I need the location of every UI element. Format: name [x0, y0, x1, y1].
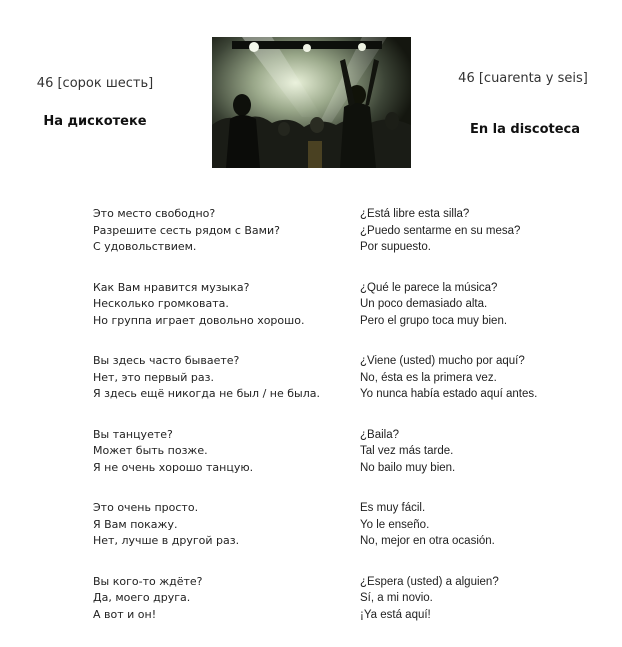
russian-phrase-line: Но группа играет довольно хорошо.: [93, 313, 305, 327]
spanish-phrase-line: ¿Baila?: [360, 428, 399, 441]
spanish-phrase-line: ¿Espera (usted) a alguien?: [360, 575, 499, 588]
disco-crowd-image: [212, 37, 411, 168]
russian-phrase-line: Я Вам покажу.: [93, 517, 178, 531]
russian-phrase-line: Я не очень хорошо танцую.: [93, 460, 254, 474]
spanish-phrase-line: Sí, a mi novio.: [360, 592, 433, 604]
spanish-phrase-line: No bailo muy bien.: [360, 461, 456, 474]
lesson-number-russian: 46 [сорок шесть]: [36, 76, 154, 91]
russian-phrase-line: Нет, это первый раз.: [93, 370, 214, 384]
lesson-title-russian: На дискотеке: [43, 114, 147, 129]
russian-phrase-line: Вы танцуете?: [93, 427, 173, 441]
lesson-number-spanish: 46 [cuarenta y seis]: [458, 71, 588, 86]
russian-phrase-line: Я здесь ещё никогда не был / не была.: [93, 387, 320, 400]
spanish-phrase-line: Es muy fácil.: [360, 502, 426, 514]
lesson-header: [0, 0, 622, 175]
russian-phrase-group: [93, 500, 343, 550]
russian-phrase-line: С удовольствием.: [93, 240, 197, 253]
spanish-phrase-line: ¿Está libre esta silla?: [360, 208, 470, 220]
russian-phrase-line: Это очень просто.: [93, 501, 199, 514]
spanish-phrase-group: [360, 500, 600, 550]
russian-phrase-line: Это место свободно?: [93, 207, 216, 220]
russian-phrase-group: [93, 280, 343, 330]
russian-phrase-group: [93, 353, 343, 403]
spanish-phrase-group: [360, 206, 600, 256]
russian-phrase-group: [93, 206, 343, 256]
russian-phrase-line: Вы кого-то ждёте?: [93, 574, 203, 588]
spanish-phrase-group: [360, 427, 600, 477]
russian-phrase-line: А вот и он!: [93, 607, 157, 621]
russian-phrase-line: Может быть позже.: [93, 444, 208, 457]
russian-phrase-line: Несколько громковата.: [93, 297, 229, 310]
spanish-phrase-line: Yo le enseño.: [360, 518, 430, 531]
russian-phrase-group: [93, 574, 343, 624]
spanish-phrase-group: [360, 280, 600, 330]
spanish-phrase-line: ¿Viene (usted) mucho por aquí?: [360, 355, 525, 367]
spanish-phrase-line: No, mejor en otra ocasión.: [360, 535, 495, 547]
russian-phrase-line: Да, моего друга.: [93, 591, 191, 604]
russian-phrase-group: [93, 427, 343, 477]
spanish-phrase-line: No, ésta es la primera vez.: [360, 371, 497, 384]
disco-crowd-photo: [212, 37, 411, 168]
lesson-title-spanish: En la discoteca: [469, 122, 581, 137]
spanish-phrase-line: Un poco demasiado alta.: [360, 298, 488, 310]
russian-phrase-line: Как Вам нравится музыка?: [93, 280, 250, 294]
russian-phrase-line: Вы здесь часто бываете?: [93, 354, 240, 367]
spanish-phrase-line: Por supuesto.: [360, 241, 431, 253]
spanish-phrase-line: ¿Qué le parece la música?: [360, 281, 498, 294]
russian-phrases-column: [93, 206, 343, 647]
spanish-phrase-line: ¡Ya está aquí!: [360, 608, 431, 621]
spanish-phrase-line: Pero el grupo toca muy bien.: [360, 314, 508, 327]
spanish-phrase-line: Tal vez más tarde.: [360, 445, 454, 457]
spanish-phrases-column: [360, 206, 600, 647]
spanish-phrase-line: Yo nunca había estado aquí antes.: [360, 388, 538, 400]
spanish-phrase-group: [360, 574, 600, 624]
spanish-phrase-line: ¿Puedo sentarme en su mesa?: [360, 224, 521, 237]
russian-phrase-line: Нет, лучше в другой раз.: [93, 534, 240, 547]
spanish-phrase-group: [360, 353, 600, 403]
russian-phrase-line: Разрешите сесть рядом с Вами?: [93, 223, 280, 237]
